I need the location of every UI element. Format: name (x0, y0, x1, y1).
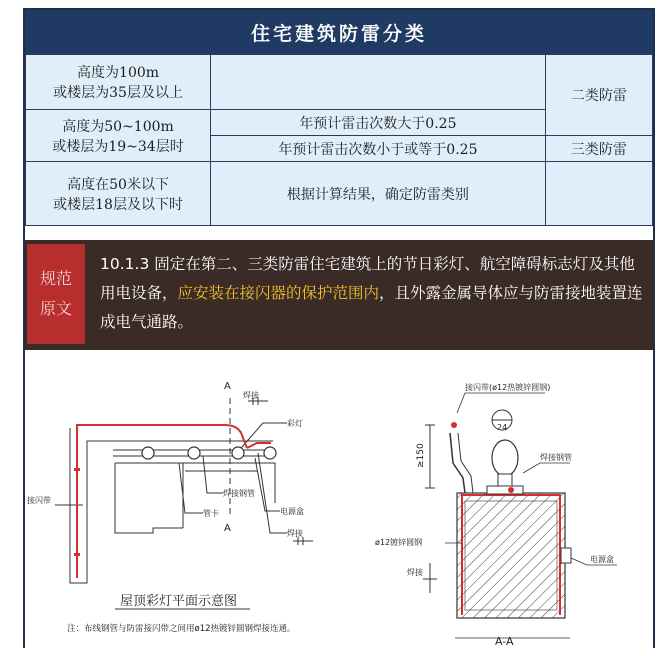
lamp-icon (142, 447, 154, 459)
height-line: 或楼层18层及以下时 (53, 196, 183, 213)
height-cell (26, 55, 211, 110)
lamp-base (487, 486, 523, 494)
spec-text-highlight: 应安装在接闪器的保护范围内 (177, 284, 380, 302)
section-air-terminal-label: 接闪带(ø12热镀锌圆钢) (465, 383, 551, 392)
height-line: 或楼层为19~34层时 (52, 138, 184, 155)
drawing-svg (25, 353, 653, 648)
spec-text-part: 10.1.3 固定在第二、三类防雷住宅建筑上的节日彩灯、航空障碍标志灯及其他用电设备， (100, 255, 635, 302)
lamp-icon (232, 447, 244, 459)
plan-clamp-label: 管卡 (203, 509, 219, 518)
section-dim: ≥150 (416, 443, 426, 468)
spec-text-part: ，且外露金属导体应与防雷接地装置连成电气通路。 (100, 284, 643, 331)
plan-lamp-label: 彩灯 (287, 419, 303, 428)
wall-section (457, 493, 565, 618)
plan-power-box-label: 电源盒 (280, 507, 304, 516)
section-detail-no: 24 (497, 423, 508, 432)
plan-weld-label: 焊接 (287, 529, 303, 538)
table-row (26, 162, 653, 226)
section-weld-label: 焊接 (407, 568, 423, 577)
class-cell: 三类防雷 (545, 136, 652, 162)
weld-icon (293, 537, 313, 545)
plan-weld-pipe-label: 焊接钢管 (223, 489, 255, 498)
height-cell (26, 110, 211, 162)
plan-labels (27, 381, 304, 538)
plan-air-terminal (77, 425, 247, 578)
spec-tag-line: 原文 (39, 299, 72, 318)
lamp-icon (264, 447, 276, 459)
section-aa (375, 382, 617, 648)
spec-tag (27, 244, 85, 344)
lightning-class-table (25, 54, 653, 226)
section-round-steel-label: ø12镀锌圆钢 (375, 538, 423, 547)
section-weld-pipe-label: 焊接钢管 (540, 453, 572, 462)
spec-panel (25, 240, 653, 350)
plan-weld-label-top: 焊接 (243, 391, 259, 400)
table-row (26, 55, 653, 110)
section-power-box-label: 电源盒 (590, 555, 614, 564)
leader (203, 456, 223, 493)
class-cell: 二类防雷 (545, 55, 652, 136)
plan-note: 注：布线钢管与防雷接闪带之间用ø12热镀锌圆钢焊接连通。 (67, 624, 296, 634)
leader (258, 453, 287, 533)
document-frame (23, 8, 655, 648)
plan-section-mark-top: A (224, 381, 231, 392)
lamp-icon (188, 447, 200, 459)
lamps (142, 447, 276, 459)
spec-text (100, 250, 648, 337)
height-cell (26, 162, 211, 226)
condition-cell: 年预计雷击次数小于或等于0.25 (211, 136, 546, 162)
plan-air-terminal-label: 接闪带 (27, 496, 51, 505)
condition-cell: 年预计雷击次数大于0.25 (211, 110, 546, 136)
plan-section-mark-bottom: A (224, 523, 231, 534)
lamp-socket (498, 474, 512, 486)
section-caption: A-A (495, 635, 514, 648)
lamp-bulb-icon (492, 440, 518, 476)
height-line: 高度为50~100m (62, 118, 174, 135)
height-line: 高度为100m (77, 65, 160, 81)
class-cell-empty (545, 162, 652, 226)
drawing-area (25, 353, 653, 648)
page-title: 住宅建筑防雷分类 (25, 10, 653, 54)
condition-cell: 根据计算结果，确定防雷类别 (211, 162, 546, 226)
height-line: 或楼层为35层及以上 (53, 85, 183, 101)
dimension-line (425, 425, 435, 488)
plan-caption: 屋顶彩灯平面示意图 (120, 594, 238, 609)
section-power-box (561, 548, 571, 563)
spec-tag-line: 规范 (39, 269, 72, 288)
plan-wall-inner (115, 463, 183, 533)
condition-cell-empty (211, 55, 546, 110)
leader (255, 458, 280, 511)
height-line: 高度在50米以下 (67, 176, 169, 193)
air-terminal-dot (451, 422, 457, 428)
